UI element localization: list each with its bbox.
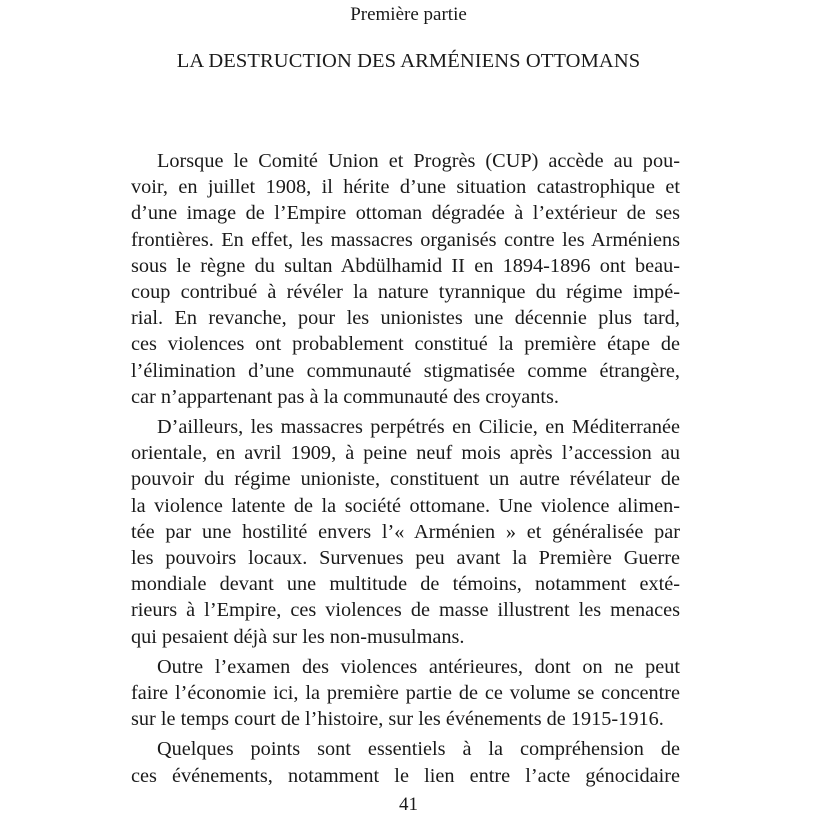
text-line: orientale, en avril 1909, à peine neuf mois après l’accession au	[131, 442, 680, 465]
text-line: faire l’économie ici, la première partie de ce volume se concentre	[131, 682, 680, 705]
text-line: Quelques points sont essentiels à la compréhension de	[157, 738, 680, 761]
text-line: pouvoir du régime unioniste, constituent un autre révélateur de	[131, 468, 680, 491]
paragraph	[131, 414, 680, 650]
text-line: rieurs à l’Empire, ces violences de masse illustrent les menaces	[131, 599, 680, 622]
paragraph	[131, 654, 680, 733]
paragraph	[131, 736, 680, 788]
body-text	[131, 148, 680, 789]
text-line: tée par une hostilité envers l’« Arménien » et généralisée par	[131, 520, 680, 543]
text-line: ces événements, notamment le lien entre l’acte génocidaire	[131, 764, 680, 787]
text-line: car n’appartenant pas à la communauté des croyants.	[131, 385, 559, 408]
text-line: mondiale devant une multitude de témoins, notamment exté-	[131, 573, 680, 596]
text-line: les pouvoirs locaux. Survenues peu avant la Première Guerre	[131, 547, 680, 570]
text-line: sur le temps court de l’histoire, sur les événements de 1915-1916.	[131, 708, 664, 731]
text-line: rial. En revanche, pour les unionistes une décennie plus tard,	[131, 307, 680, 330]
text-line: voir, en juillet 1908, il hérite d’une situation catastrophique et	[131, 176, 680, 199]
text-line: D’ailleurs, les massacres perpétrés en Cilicie, en Méditerranée	[157, 416, 680, 439]
text-line: Lorsque le Comité Union et Progrès (CUP) accède au pou-	[157, 150, 680, 172]
part-title: LA DESTRUCTION DES ARMÉNIENS OTTOMANS	[176, 50, 641, 72]
text-line: Outre l’examen des violences antérieures, dont on ne peut	[157, 655, 680, 678]
page-number: 41	[399, 794, 418, 815]
paragraph	[131, 148, 680, 410]
running-head: Première partie	[350, 4, 467, 25]
text-line: ces violences ont probablement constitué la première étape de	[131, 333, 680, 356]
text-line: l’élimination d’une communauté stigmatisée comme étrangère,	[131, 359, 680, 382]
text-line: qui pesaient déjà sur les non-musulmans.	[131, 625, 465, 648]
text-line: frontières. En effet, les massacres organisés contre les Arméniens	[131, 228, 680, 251]
text-line: d’une image de l’Empire ottoman dégradée à l’extérieur de ses	[131, 202, 680, 225]
text-line: la violence latente de la société ottomane. Une violence alimen-	[131, 494, 680, 517]
text-line: coup contribué à révéler la nature tyrannique du régime impé-	[131, 281, 680, 304]
text-line: sous le règne du sultan Abdülhamid II en 1894-1896 ont beau-	[131, 254, 680, 277]
